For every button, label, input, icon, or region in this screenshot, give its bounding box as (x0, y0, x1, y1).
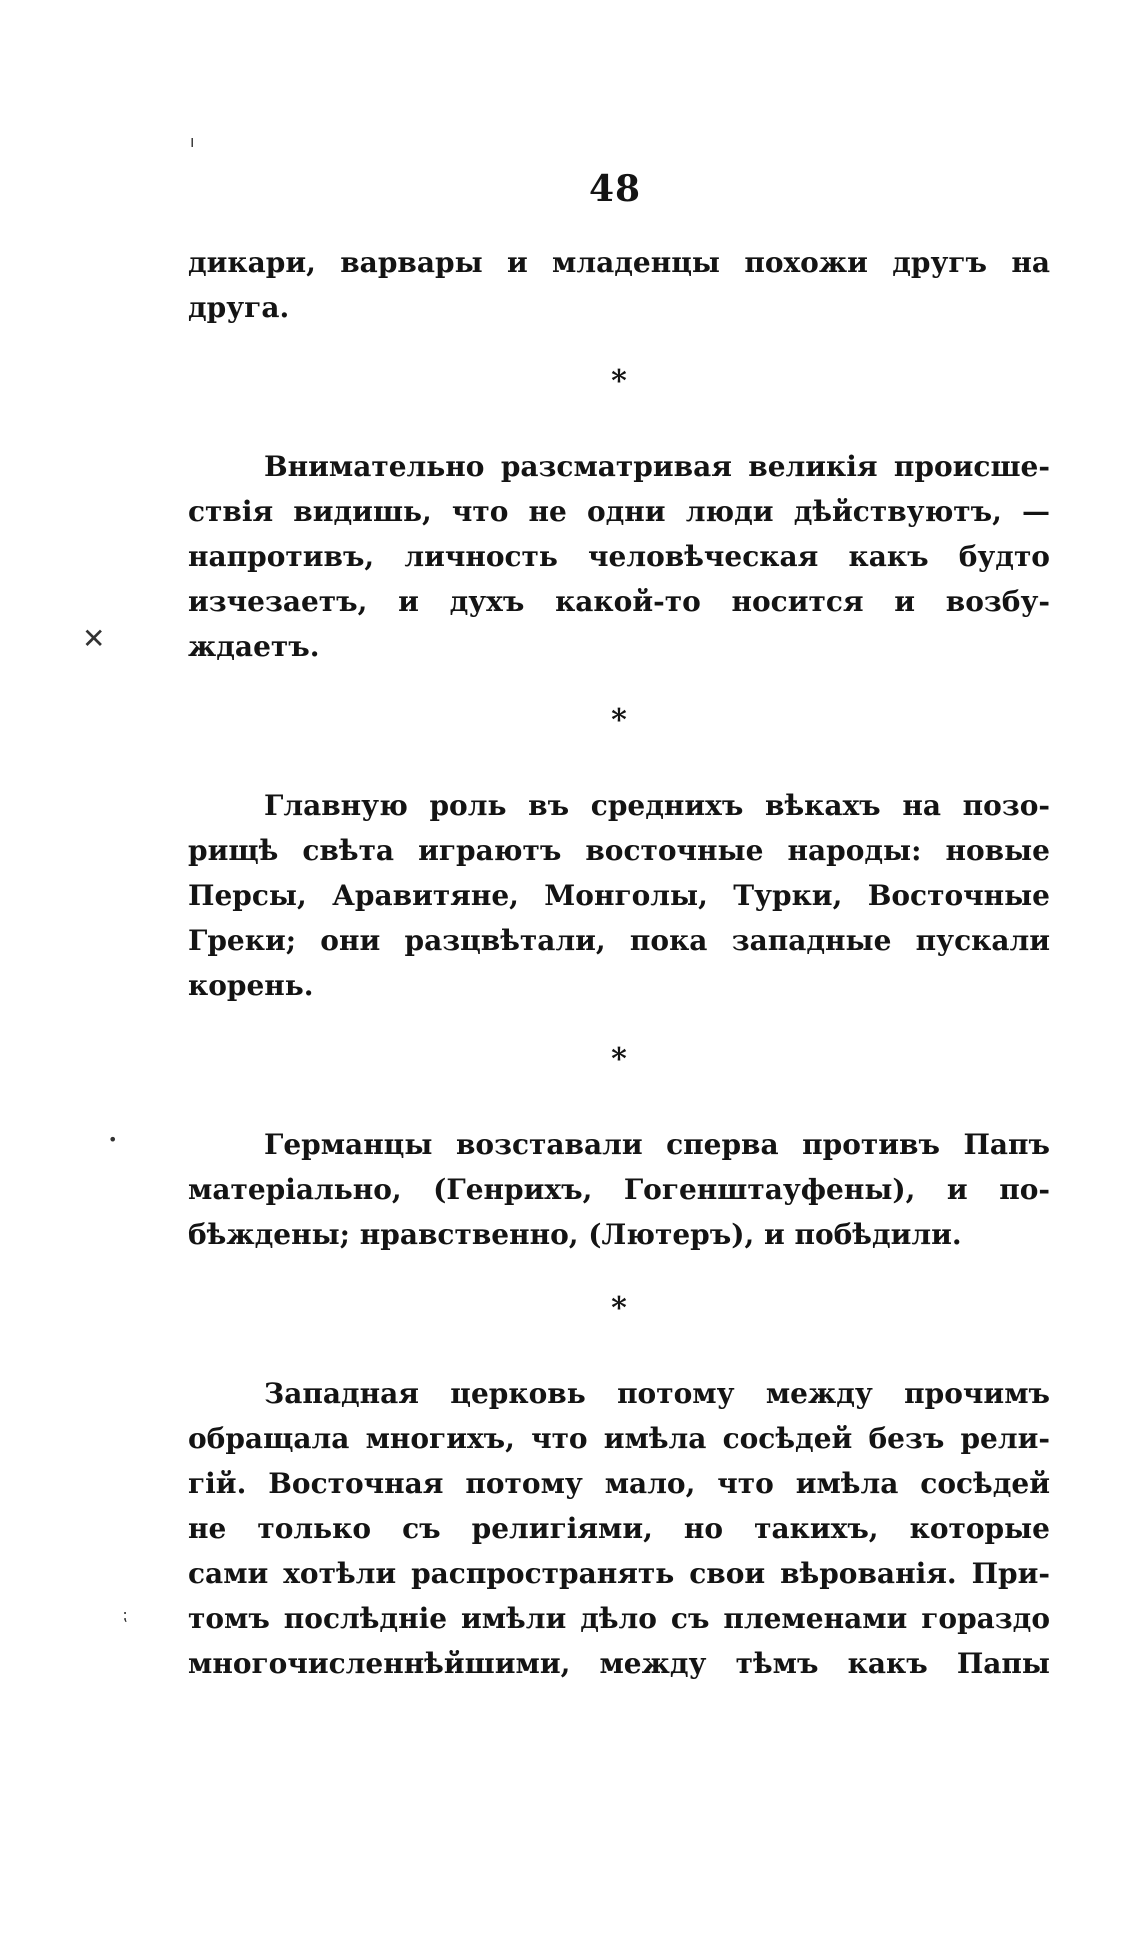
text-line: дикари, варвары и младенцы похожи другъ на (188, 246, 1050, 279)
text-line: не только съ религіями, но такихъ, которые (188, 1512, 1050, 1545)
paragraph (188, 444, 1050, 669)
text-line: напротивъ, личность человѣческая какъ будто (188, 540, 1050, 573)
text-line: томъ послѣдніе имѣли дѣло съ племенами гораздо (188, 1602, 1050, 1635)
section-separator: * (611, 1042, 627, 1077)
paragraph (188, 783, 1050, 1008)
section-separator: * (611, 1291, 627, 1326)
text-line: друга. (188, 291, 290, 324)
text-line: ствія видишь, что не одни люди дѣйствуютъ, — (188, 495, 1050, 528)
text-line: матеріально, (Генрихъ, Гогенштауфены), и по- (188, 1173, 1050, 1206)
paragraph (188, 1122, 1050, 1257)
scan-mark: ⁏ (122, 1605, 128, 1624)
text-line: Персы, Аравитяне, Монголы, Турки, Восточные (188, 879, 1050, 912)
scan-mark: ✕ (82, 622, 106, 655)
text-line: Германцы возставали сперва противъ Папъ (264, 1128, 1050, 1161)
text-line: изчезаетъ, и духъ какой-то носится и возбу- (188, 585, 1050, 618)
text-line: ждаетъ. (188, 630, 320, 663)
section-separator: * (611, 703, 627, 738)
text-line: Внимательно разсматривая великія происше- (264, 450, 1050, 483)
text-line: Западная церковь потому между прочимъ (264, 1377, 1050, 1410)
body-text (188, 240, 1050, 1686)
paragraph (188, 1371, 1050, 1686)
scan-mark: ı (190, 132, 195, 151)
text-line: сами хотѣли распространять свои вѣрованія. При- (188, 1557, 1050, 1590)
page-number: 48 (588, 168, 642, 210)
scan-mark: • (108, 1130, 118, 1149)
text-line: бѣждены; нравственно, (Лютеръ), и побѣдили. (188, 1218, 962, 1251)
text-line: корень. (188, 969, 314, 1002)
text-line: Главную роль въ среднихъ вѣкахъ на позо- (264, 789, 1050, 822)
text-line: Греки; они разцвѣтали, пока западные пускали (188, 924, 1050, 957)
text-line: рищѣ свѣта играютъ восточные народы: новые (188, 834, 1050, 867)
text-line: гій. Восточная потому мало, что имѣла сосѣдей (188, 1467, 1050, 1500)
paragraph (188, 240, 1050, 330)
text-line: обращала многихъ, что имѣла сосѣдей безъ рели- (188, 1422, 1050, 1455)
section-separator: * (611, 364, 627, 399)
text-line: многочисленнѣйшими, между тѣмъ какъ Папы (188, 1647, 1050, 1680)
